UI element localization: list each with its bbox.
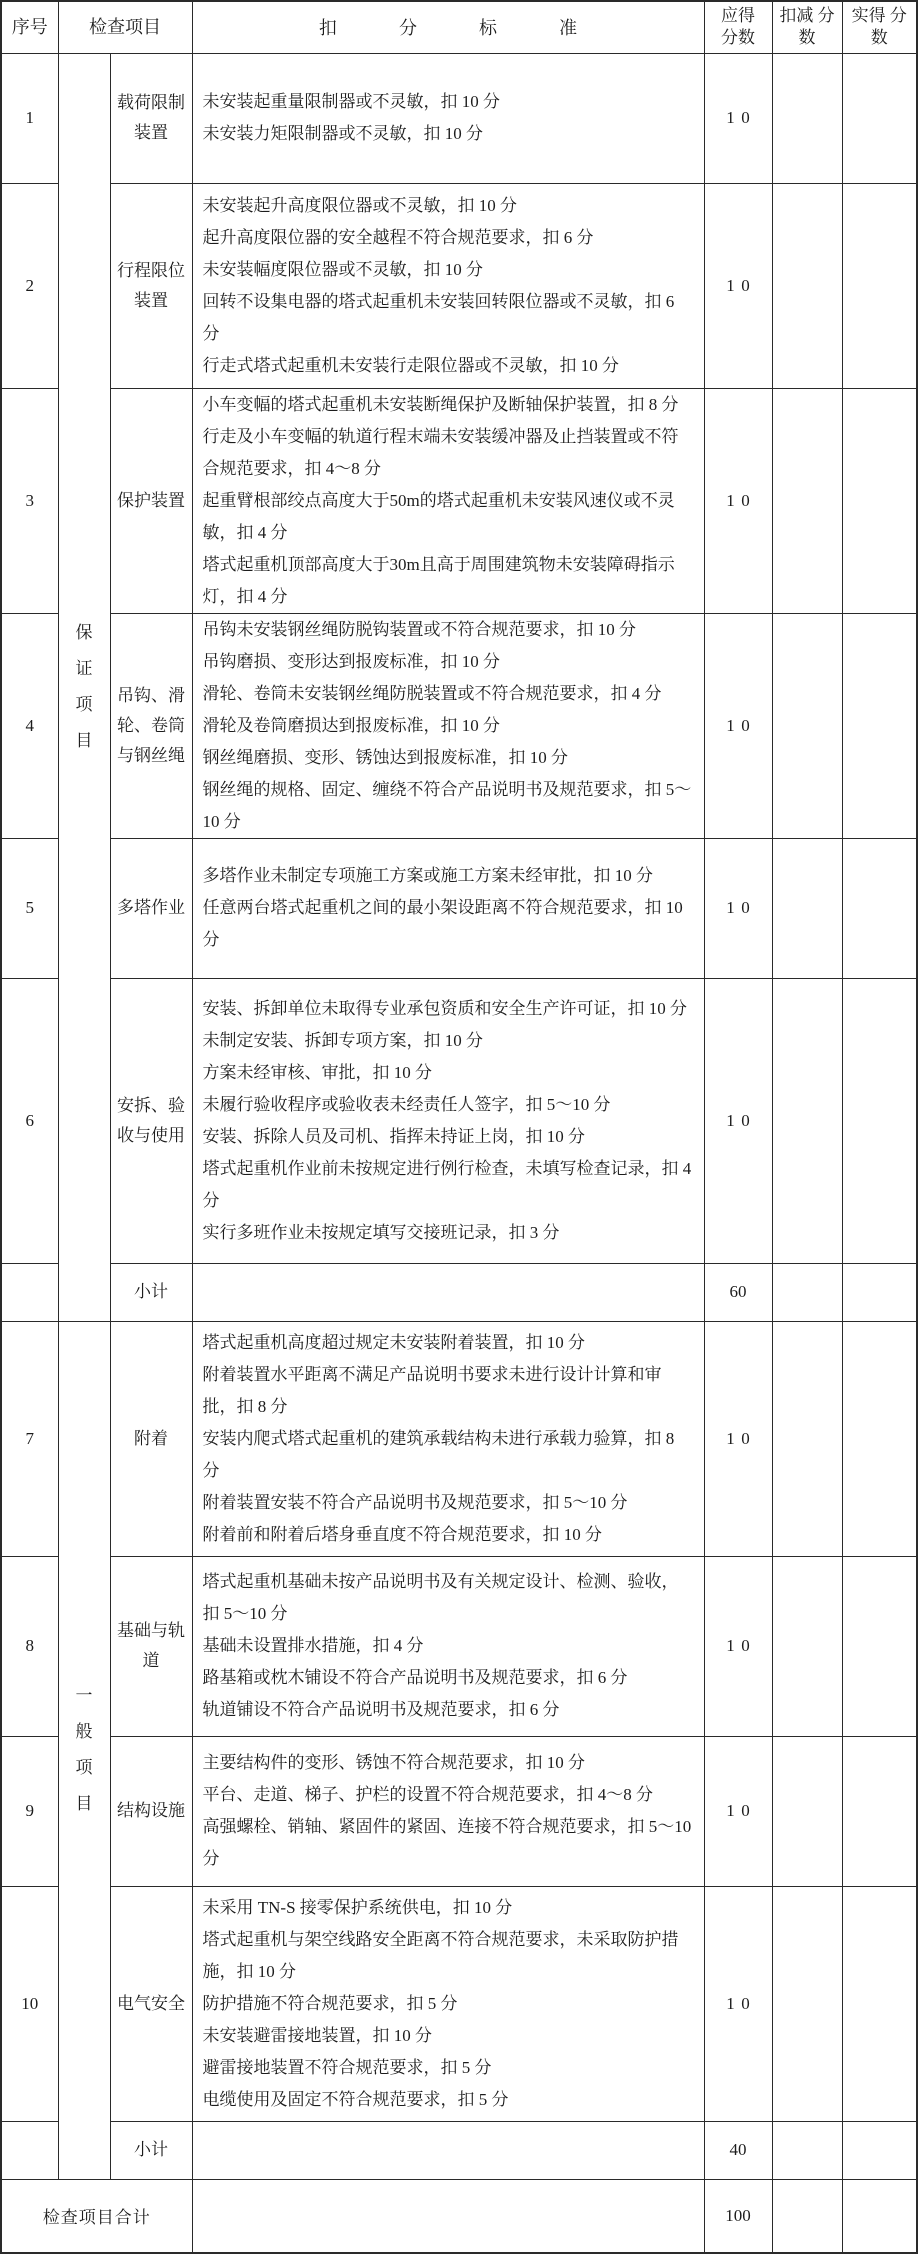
due-score-value: 10 — [726, 1993, 757, 2013]
due-score-cell — [704, 388, 772, 613]
actual-score-cell — [842, 1263, 917, 1321]
due-score-cell — [704, 1886, 772, 2121]
deduct-score-cell — [772, 2179, 842, 2253]
due-score-cell — [704, 1736, 772, 1886]
serial-cell: 8 — [1, 1556, 58, 1736]
total-row — [1, 2179, 917, 2253]
total-score-value: 100 — [725, 2205, 751, 2225]
criteria-cell — [192, 1736, 704, 1886]
criteria-line: 未安装避雷接地装置，扣 10 分 — [202, 2025, 432, 2045]
criteria-line: 平台、走道、梯子、护栏的设置不符合规范要求，扣 4～8 分 — [202, 1785, 653, 1804]
item-cell: 结构设施 — [110, 1736, 192, 1886]
deduct-score-cell — [772, 1321, 842, 1556]
table-row — [1, 838, 917, 978]
actual-score-cell — [842, 613, 917, 838]
subtotal-row — [1, 1263, 917, 1321]
due-score-value: 10 — [726, 1636, 757, 1655]
actual-score-cell — [842, 2179, 917, 2253]
deduct-score-cell — [772, 2121, 842, 2179]
actual-score-cell — [842, 183, 917, 388]
table-row — [1, 1736, 917, 1886]
due-score-value: 10 — [726, 1110, 757, 1130]
subtotal-label-cell: 小计 — [110, 1263, 192, 1321]
due-score-cell — [704, 613, 772, 838]
serial-cell: 2 — [1, 183, 58, 388]
criteria-cell — [192, 1556, 704, 1736]
actual-score-cell — [842, 838, 917, 978]
criteria-line: 电缆使用及固定不符合规范要求，扣 5 分 — [202, 2089, 509, 2109]
deduct-score-cell — [772, 838, 842, 978]
criteria-line: 多塔作业未制定专项施工方案或施工方案未经审批，扣 10 分 — [202, 866, 653, 885]
table-row — [1, 1556, 917, 1736]
item-cell: 电气安全 — [110, 1886, 192, 2121]
serial-cell — [1, 1263, 58, 1321]
criteria-line: 未安装力矩限制器或不灵敏，扣 10 分 — [202, 124, 483, 143]
criteria-line: 防护措施不符合规范要求，扣 5 分 — [202, 1993, 458, 2013]
due-score-cell — [704, 1321, 772, 1556]
subtotal-label-cell: 小计 — [110, 2121, 192, 2179]
criteria-line: 基础未设置排水措施，扣 4 分 — [202, 1636, 424, 1655]
criteria-cell — [192, 2121, 704, 2179]
criteria-line: 塔式起重机与架空线路安全距离不符合规范要求，未采取防护措施，扣 10 分 — [202, 1929, 679, 1981]
criteria-cell — [192, 1886, 704, 2121]
due-score-cell — [704, 2121, 772, 2179]
serial-cell: 4 — [1, 613, 58, 838]
actual-score-cell — [842, 2121, 917, 2179]
criteria-line: 行走式塔式起重机未安装行走限位器或不灵敏，扣 10 分 — [202, 355, 619, 375]
criteria-line: 未安装起重量限制器或不灵敏，扣 10 分 — [202, 92, 500, 111]
criteria-line: 起重臂根部绞点高度大于50m的塔式起重机未安装风速仪或不灵敏，扣 4 分 — [202, 490, 675, 542]
serial-cell: 10 — [1, 1886, 58, 2121]
criteria-line: 回转不设集电器的塔式起重机未安装回转限位器或不灵敏，扣 6 分 — [202, 291, 675, 343]
criteria-cell — [192, 1321, 704, 1556]
actual-score-cell — [842, 1736, 917, 1886]
serial-cell: 3 — [1, 388, 58, 613]
criteria-cell — [192, 613, 704, 838]
serial-cell: 7 — [1, 1321, 58, 1556]
deduct-score-cell — [772, 1556, 842, 1736]
criteria-line: 塔式起重机基础未按产品说明书及有关规定设计、检测、验收，扣 5～10 分 — [202, 1572, 679, 1623]
due-score-cell — [704, 53, 772, 183]
due-score-cell — [704, 978, 772, 1263]
due-score-cell — [704, 2179, 772, 2253]
due-score-value: 10 — [726, 108, 757, 127]
criteria-line: 主要结构件的变形、锈蚀不符合规范要求，扣 10 分 — [202, 1753, 585, 1772]
criteria-line: 滑轮、卷筒未安装钢丝绳防脱装置或不符合规范要求，扣 4 分 — [202, 683, 662, 703]
criteria-line: 附着装置水平距离不满足产品说明书要求未进行设计计算和审批，扣 8 分 — [202, 1364, 662, 1416]
table-header-row — [1, 1, 917, 53]
due-score-value: 10 — [726, 490, 757, 510]
due-score-cell — [704, 183, 772, 388]
criteria-line: 塔式起重机高度超过规定未安装附着装置，扣 10 分 — [202, 1332, 585, 1352]
header-actual-score: 实得 分数 — [842, 1, 917, 53]
criteria-line: 轨道铺设不符合产品说明书及规范要求，扣 6 分 — [202, 1700, 560, 1719]
criteria-line: 未履行验收程序或验收表未经责任人签字，扣 5～10 分 — [202, 1094, 611, 1114]
criteria-line: 实行多班作业未按规定填写交接班记录，扣 3 分 — [202, 1222, 560, 1242]
item-cell: 基础与轨道 — [110, 1556, 192, 1736]
criteria-line: 吊钩磨损、变形达到报废标准，扣 10 分 — [202, 651, 500, 671]
deduct-score-cell — [772, 1886, 842, 2121]
subtotal-score-value: 60 — [729, 1282, 747, 1301]
criteria-line: 行走及小车变幅的轨道行程末端未安装缓冲器及止挡装置或不符合规范要求，扣 4～8 分 — [202, 426, 679, 478]
criteria-line: 未安装起升高度限位器或不灵敏，扣 10 分 — [202, 195, 517, 215]
table-row — [1, 1321, 917, 1556]
deduct-score-cell — [772, 613, 842, 838]
table-row — [1, 53, 917, 183]
subtotal-row — [1, 2121, 917, 2179]
criteria-line: 未采用 TN-S 接零保护系统供电，扣 10 分 — [202, 1897, 513, 1917]
criteria-line: 钢丝绳磨损、变形、锈蚀达到报废标准，扣 10 分 — [202, 747, 568, 767]
table-body — [1, 53, 917, 2253]
due-score-cell — [704, 1263, 772, 1321]
item-cell: 吊钩、滑轮、卷筒与钢丝绳 — [110, 613, 192, 838]
criteria-cell — [192, 53, 704, 183]
actual-score-cell — [842, 53, 917, 183]
item-cell: 载荷限制装置 — [110, 53, 192, 183]
item-cell: 安拆、验收与使用 — [110, 978, 192, 1263]
criteria-line: 安装、拆卸单位未取得专业承包资质和安全生产许可证，扣 10 分 — [202, 998, 687, 1018]
table-row — [1, 978, 917, 1263]
deduct-score-cell — [772, 53, 842, 183]
criteria-line: 小车变幅的塔式起重机未安装断绳保护及断轴保护装置，扣 8 分 — [202, 394, 679, 414]
due-score-cell — [704, 1556, 772, 1736]
subtotal-score-value: 40 — [729, 2140, 747, 2159]
criteria-cell — [192, 838, 704, 978]
criteria-line: 未制定安装、拆卸专项方案，扣 10 分 — [202, 1030, 483, 1050]
header-serial: 序号 — [1, 1, 58, 53]
criteria-line: 塔式起重机顶部高度大于30m且高于周围建筑物未安装障碍指示灯，扣 4 分 — [202, 554, 675, 606]
criteria-line: 任意两台塔式起重机之间的最小架设距离不符合规范要求，扣 10 分 — [202, 898, 683, 949]
category-label: 保证项目 — [75, 623, 93, 750]
due-score-value: 10 — [726, 275, 757, 295]
header-due-score: 应得 分数 — [704, 1, 772, 53]
actual-score-cell — [842, 388, 917, 613]
category-cell — [58, 1321, 110, 2179]
category-cell — [58, 53, 110, 1321]
deduct-score-cell — [772, 183, 842, 388]
actual-score-cell — [842, 1321, 917, 1556]
criteria-line: 起升高度限位器的安全越程不符合规范要求，扣 6 分 — [202, 227, 594, 247]
header-item: 检查项目 — [58, 1, 192, 53]
table-row — [1, 1886, 917, 2121]
table-row — [1, 183, 917, 388]
table-row — [1, 613, 917, 838]
criteria-line: 高强螺栓、销轴、紧固件的紧固、连接不符合规范要求，扣 5～10 分 — [202, 1817, 692, 1868]
item-cell: 多塔作业 — [110, 838, 192, 978]
criteria-line: 滑轮及卷筒磨损达到报废标准，扣 10 分 — [202, 715, 500, 735]
criteria-line: 吊钩未安装钢丝绳防脱钩装置或不符合规范要求，扣 10 分 — [202, 619, 636, 639]
criteria-line: 方案未经审核、审批，扣 10 分 — [202, 1062, 432, 1082]
criteria-line: 安装内爬式塔式起重机的建筑承载结构未进行承载力验算，扣 8 分 — [202, 1428, 675, 1480]
header-deduct-score: 扣减 分数 — [772, 1, 842, 53]
serial-cell: 9 — [1, 1736, 58, 1886]
category-label: 一般项目 — [75, 1686, 93, 1813]
header-criteria: 扣 分 标 准 — [192, 1, 704, 53]
criteria-line: 塔式起重机作业前未按规定进行例行检查，未填写检查记录，扣 4 分 — [202, 1158, 692, 1210]
criteria-line: 附着前和附着后塔身垂直度不符合规范要求，扣 10 分 — [202, 1524, 602, 1544]
criteria-cell — [192, 2179, 704, 2253]
deduct-score-cell — [772, 978, 842, 1263]
total-label-cell: 检查项目合计 — [1, 2179, 192, 2253]
criteria-cell — [192, 1263, 704, 1321]
serial-cell: 1 — [1, 53, 58, 183]
due-score-value: 10 — [726, 715, 757, 735]
criteria-line: 路基箱或枕木铺设不符合产品说明书及规范要求，扣 6 分 — [202, 1668, 628, 1687]
criteria-cell — [192, 978, 704, 1263]
actual-score-cell — [842, 978, 917, 1263]
serial-cell: 6 — [1, 978, 58, 1263]
serial-cell — [1, 2121, 58, 2179]
actual-score-cell — [842, 1556, 917, 1736]
due-score-value: 10 — [726, 898, 757, 917]
due-score-value: 10 — [726, 1801, 757, 1820]
due-score-value: 10 — [726, 1428, 757, 1448]
table-row — [1, 388, 917, 613]
actual-score-cell — [842, 1886, 917, 2121]
item-cell: 保护装置 — [110, 388, 192, 613]
criteria-line: 安装、拆除人员及司机、指挥未持证上岗，扣 10 分 — [202, 1126, 585, 1146]
item-cell: 附着 — [110, 1321, 192, 1556]
serial-cell: 5 — [1, 838, 58, 978]
criteria-line: 钢丝绳的规格、固定、缠绕不符合产品说明书及规范要求，扣 5～10 分 — [202, 779, 692, 831]
criteria-line: 未安装幅度限位器或不灵敏，扣 10 分 — [202, 259, 483, 279]
criteria-cell — [192, 388, 704, 613]
deduct-score-cell — [772, 1736, 842, 1886]
criteria-line: 避雷接地装置不符合规范要求，扣 5 分 — [202, 2057, 492, 2077]
criteria-line: 附着装置安装不符合产品说明书及规范要求，扣 5～10 分 — [202, 1492, 628, 1512]
deduct-score-cell — [772, 388, 842, 613]
item-cell: 行程限位装置 — [110, 183, 192, 388]
deduct-score-cell — [772, 1263, 842, 1321]
criteria-cell — [192, 183, 704, 388]
due-score-cell — [704, 838, 772, 978]
